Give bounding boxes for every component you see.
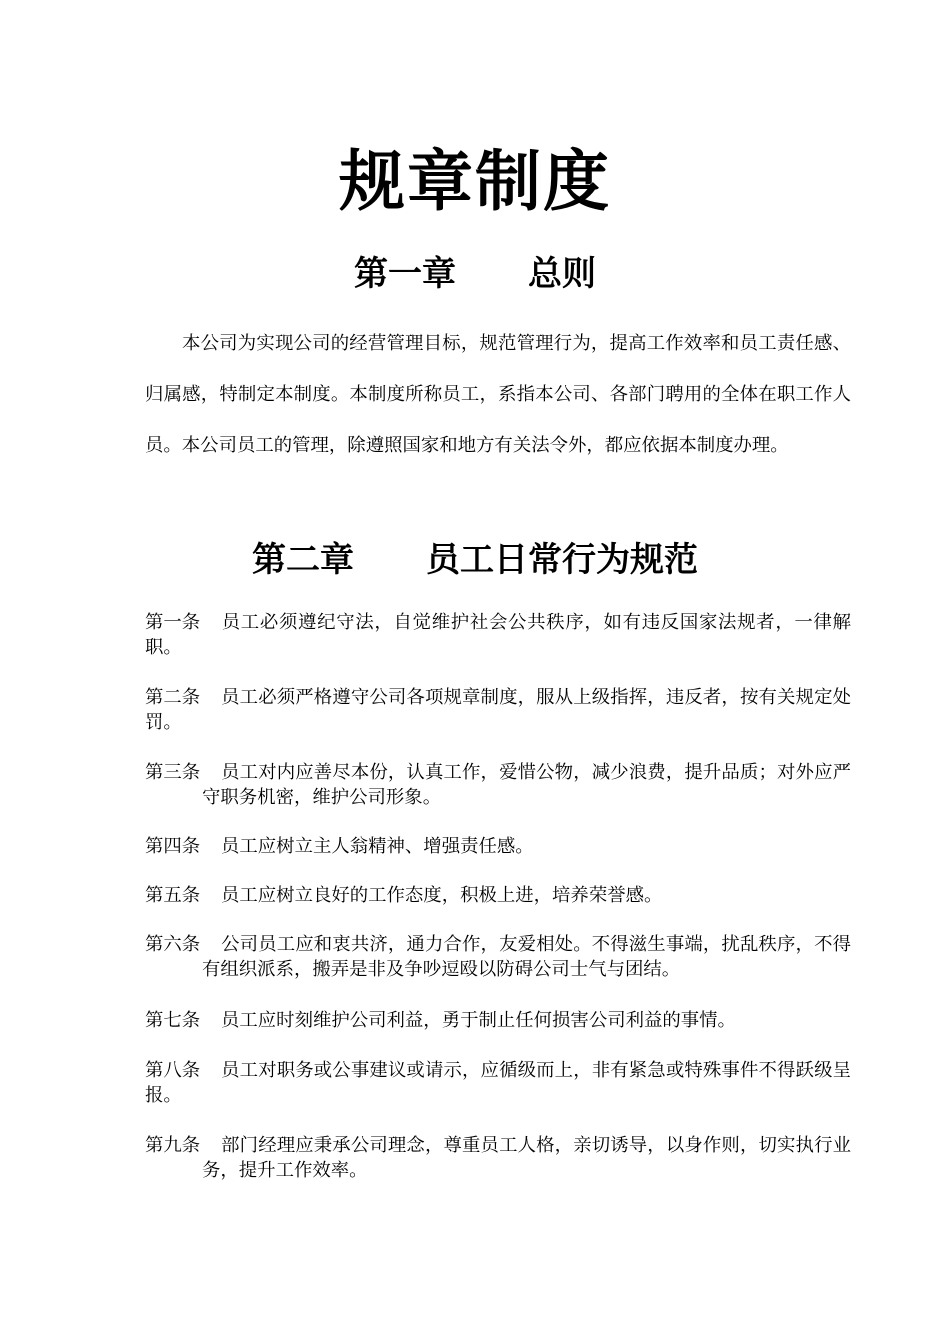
chapter-2-name: 员工日常行为规范 — [426, 540, 698, 580]
article-3 — [145, 760, 851, 810]
article-5 — [145, 883, 851, 908]
article-text: 员工应树立主人翁精神、增强责任感。 — [221, 836, 534, 857]
article-text: 公司员工应和衷共济，通力合作，友爱相处。不得滋生事端，扰乱秩序，不得有组织派系，搬弄是非及争吵逗殴以防碍公司士气与团结。 — [202, 934, 851, 980]
article-number: 第二条 — [145, 687, 201, 708]
chapter-2-heading — [0, 538, 950, 582]
article-9 — [145, 1133, 851, 1183]
article-number: 第一条 — [145, 612, 201, 633]
article-number: 第九条 — [145, 1135, 201, 1156]
article-number: 第五条 — [145, 885, 201, 906]
document-title: 规章制度 — [339, 143, 611, 220]
article-number: 第四条 — [145, 836, 201, 857]
article-number: 第八条 — [145, 1060, 201, 1081]
article-number: 第七条 — [145, 1010, 201, 1031]
chapter-1-intro — [145, 318, 851, 471]
article-7 — [145, 1008, 851, 1033]
chapter-1-heading — [0, 252, 950, 296]
article-text: 员工应树立良好的工作态度，积极上进，培养荣誉感。 — [221, 885, 663, 906]
article-number: 第三条 — [145, 762, 201, 783]
article-text: 员工必须遵纪守法，自觉维护社会公共秩序，如有违反国家法规者，一律解职。 — [145, 612, 851, 658]
intro-lead: 本公司 — [182, 333, 238, 354]
article-2 — [145, 685, 851, 735]
article-text: 员工应时刻维护公司利益，勇于制止任何损害公司利益的事情。 — [221, 1010, 736, 1031]
article-text: 员工必须严格遵守公司各项规章制度，服从上级指挥，违反者，按有关规定处罚。 — [145, 687, 851, 733]
article-text: 部门经理应秉承公司理念，尊重员工人格，亲切诱导，以身作则，切实执行业务，提升工作效率。 — [202, 1135, 851, 1181]
chapter-1-name: 总则 — [528, 254, 596, 294]
article-4 — [145, 834, 851, 859]
chapter-2-number: 第二章 — [252, 540, 354, 580]
intro-body: 为实现公司的经营管理目标，规范管理行为，提高工作效率和员工责任感、归属感，特制定本制度。本制度所称员工，系指本公司、各部门聘用的全体在职工作人员。本公司员工的管理，除遵照国家和地方有关法令外，都应依据本制度办理。 — [145, 333, 851, 456]
article-text: 员工对内应善尽本份，认真工作，爱惜公物，减少浪费，提升品质；对外应严守职务机密，维护公司形象。 — [202, 762, 851, 808]
chapter-1-number: 第一章 — [354, 254, 456, 294]
article-number: 第六条 — [145, 934, 201, 955]
article-1 — [145, 610, 851, 660]
article-text: 员工对职务或公事建议或请示，应循级而上，非有紧急或特殊事件不得跃级呈报。 — [145, 1060, 851, 1106]
article-6 — [145, 932, 851, 982]
article-8 — [145, 1058, 851, 1108]
